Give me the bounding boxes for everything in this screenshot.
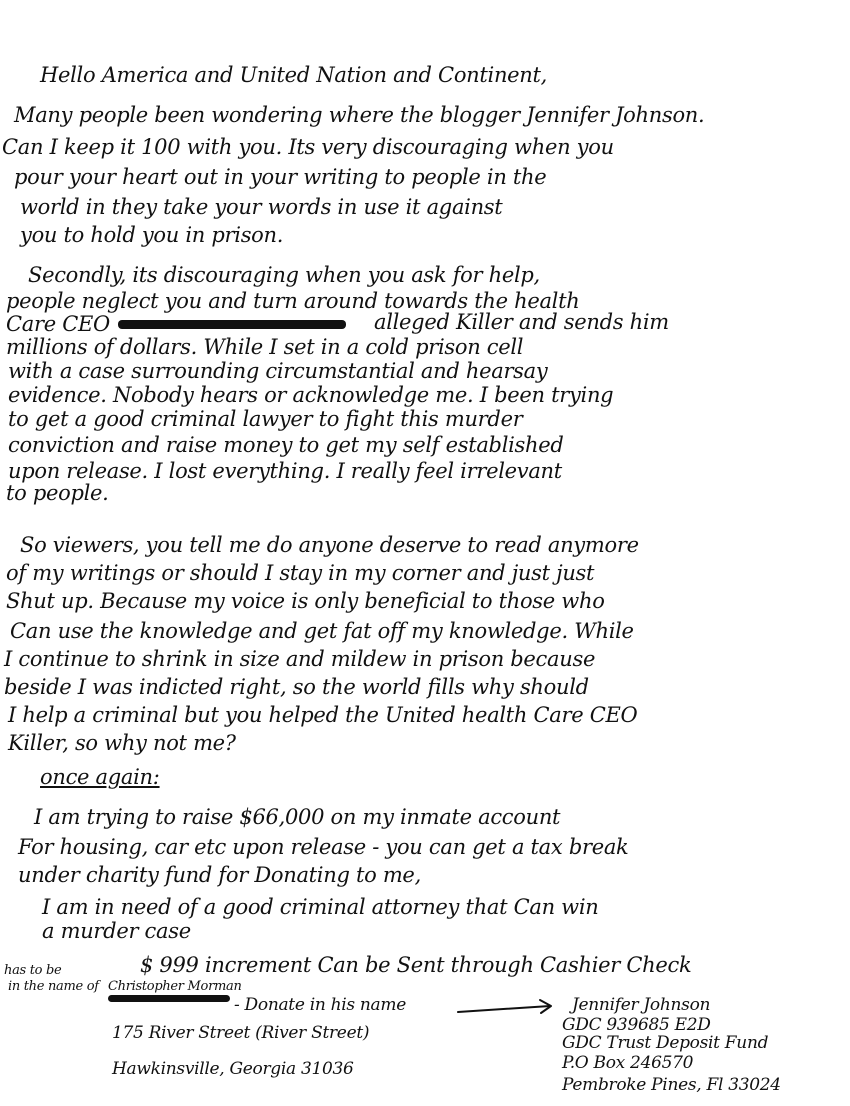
paragraph-5-line: I am in need of a good criminal attorney that Can win (42, 895, 599, 919)
recipient-address-line: GDC 939685 E2D (562, 1015, 711, 1035)
sender-address-line: Hawkinsville, Georgia 31036 (112, 1059, 354, 1079)
paragraph-2-line-start: Care CEO (6, 312, 110, 336)
paragraph-3-line: Killer, so why not me? (8, 731, 236, 755)
paragraph-3-line: Shut up. Because my voice is only beneficial to those who (6, 589, 605, 613)
once-again-heading: once again: (40, 765, 160, 789)
paragraph-2-line-end: alleged Killer and sends him (374, 310, 669, 334)
paragraph-3-line: beside I was indicted right, so the world fills why should (4, 675, 589, 699)
paragraph-3-line: Can use the knowledge and get fat off my knowledge. While (10, 619, 634, 643)
amount-line: $ 999 increment Can be Sent through Cashier Check (140, 953, 692, 977)
paragraph-2-line: to get a good criminal lawyer to fight this murder (8, 407, 523, 431)
paragraph-1-line: pour your heart out in your writing to people in the (14, 165, 547, 189)
paragraph-3-line: I continue to shrink in size and mildew in prison because (4, 647, 596, 671)
paragraph-2-line: upon release. I lost everything. I really feel irrelevant (8, 459, 562, 483)
paragraph-4-line: For housing, car etc upon release - you can get a tax break (18, 835, 629, 859)
recipient-address-line: Pembroke Pines, Fl 33024 (562, 1075, 781, 1095)
paragraph-3-line: I help a criminal but you helped the United health Care CEO (8, 703, 638, 727)
sender-address-line: 175 River Street (River Street) (112, 1023, 370, 1043)
donor-name: Christopher Morman (108, 979, 242, 994)
recipient-address-line: Jennifer Johnson (572, 995, 711, 1015)
scribbled-out-text (118, 320, 346, 329)
donate-instruction: - Donate in his name (234, 995, 406, 1015)
paragraph-1-line: Can I keep it 100 with you. Its very discouraging when you (2, 135, 614, 159)
scribbled-out-name (108, 995, 230, 1002)
paragraph-1-line: Many people been wondering where the blogger Jennifer Johnson. (14, 103, 705, 127)
paragraph-2-line: evidence. Nobody hears or acknowledge me. I been trying (8, 383, 614, 407)
side-note-line: has to be (4, 963, 62, 978)
paragraph-2-line: to people. (6, 481, 109, 505)
paragraph-4-line: under charity fund for Donating to me, (18, 863, 421, 887)
paragraph-2-line: people neglect you and turn around towards the health (6, 289, 580, 313)
paragraph-3-line: So viewers, you tell me do anyone deserve to read anymore (20, 533, 639, 557)
paragraph-2-line: millions of dollars. While I set in a cold prison cell (6, 335, 524, 359)
recipient-address-line: P.O Box 246570 (562, 1053, 694, 1073)
paragraph-2-line: conviction and raise money to get my self established (8, 433, 564, 457)
paragraph-4-line: I am trying to raise $66,000 on my inmate account (34, 805, 561, 829)
paragraph-1-line: world in they take your words in use it against (20, 195, 503, 219)
paragraph-5-line: a murder case (42, 919, 191, 943)
side-note-line: in the name of (8, 979, 99, 994)
paragraph-2-line: Secondly, its discouraging when you ask for help, (28, 263, 540, 287)
recipient-address-line: GDC Trust Deposit Fund (562, 1033, 769, 1053)
paragraph-1-line: you to hold you in prison. (20, 223, 284, 247)
paragraph-3-line: of my writings or should I stay in my corner and just just (6, 561, 595, 585)
arrow-right-icon (456, 998, 556, 1020)
paragraph-2-line: with a case surrounding circumstantial and hearsay (8, 359, 548, 383)
greeting: Hello America and United Nation and Continent, (40, 63, 548, 87)
